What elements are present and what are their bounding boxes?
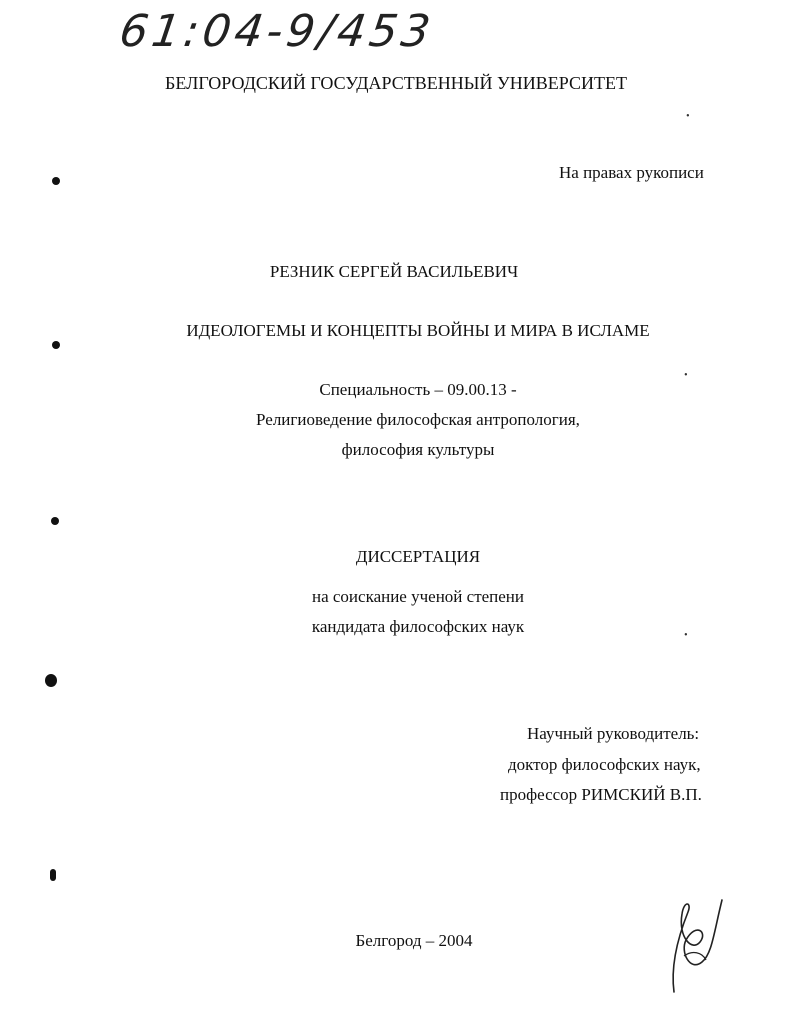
document-type: ДИССЕРТАЦИЯ (355, 547, 481, 566)
dissertation-title: ИДЕОЛОГЕМЫ И КОНЦЕПТЫ ВОЙНЫ И МИРА В ИСЛАМЕ (186, 321, 650, 340)
binding-mark (52, 177, 60, 185)
university-name: БЕЛГОРОДСКИЙ ГОСУДАРСТВЕННЫЙ УНИВЕРСИТЕТ (165, 73, 627, 93)
scan-speck: • (686, 111, 690, 122)
binding-mark (52, 341, 60, 349)
binding-mark (50, 869, 56, 881)
binding-mark (51, 517, 59, 525)
scan-speck: • (684, 630, 688, 641)
supervisor-name: профессор РИМСКИЙ В.П. (500, 785, 702, 804)
supervisor-degree: доктор философских наук, (508, 755, 701, 774)
archive-code-handwritten: 61:04-9/453 (116, 6, 438, 57)
scan-speck: • (684, 370, 688, 381)
degree-line-2: кандидата философских наук (311, 617, 525, 636)
specialty-line-1: Специальность – 09.00.13 - (319, 380, 517, 399)
author-name: РЕЗНИК СЕРГЕЙ ВАСИЛЬЕВИЧ (269, 262, 519, 281)
place-and-year: Белгород – 2004 (355, 931, 473, 950)
specialty-line-3: философия культуры (341, 440, 495, 459)
specialty-line-2: Религиоведение философская антропология, (256, 410, 580, 429)
degree-line-1: на соискание ученой степени (311, 587, 525, 606)
supervisor-label: Научный руководитель: (527, 724, 700, 743)
rights-note: На правах рукописи (559, 163, 704, 182)
binding-mark (45, 674, 57, 687)
signature-mark (662, 892, 732, 1002)
